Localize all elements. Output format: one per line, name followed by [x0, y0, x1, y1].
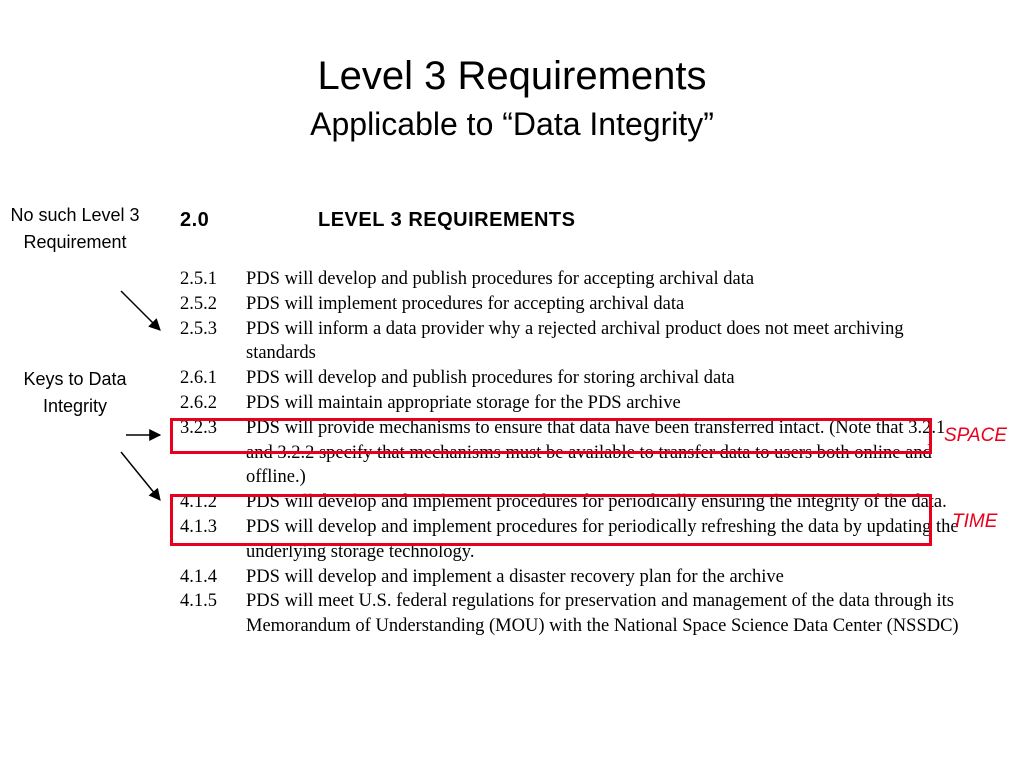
arrow-to-requirement-2-5-3: [121, 291, 160, 330]
requirement-text: PDS will develop and implement procedures for periodically refreshing the data by updating the underlying storage technology.: [246, 516, 959, 562]
requirement-text: PDS will develop and publish procedures for accepting archival data: [246, 269, 755, 289]
label-time: TIME: [952, 511, 998, 532]
requirement-text: PDS will provide mechanisms to ensure that data have been transferred intact. (Note that 3.2.1 and 3.2.2 specify that mechanisms must be available to transfer data to users both online and offline.): [246, 417, 946, 488]
requirement-number: 2.5.1: [180, 269, 217, 289]
requirement-number: 4.1.2: [180, 492, 217, 513]
requirement-text: PDS will develop and implement a disaster recovery plan for the archive: [246, 566, 784, 587]
requirement-number: 3.2.3: [180, 417, 217, 438]
label-space: SPACE: [944, 425, 1008, 446]
requirement-number: 4.1.5: [180, 591, 217, 612]
annotation-keys-to-data-integrity: Keys to Data Integrity: [23, 369, 127, 416]
section-number: 2.0: [180, 209, 210, 231]
requirement-text: PDS will maintain appropriate storage for the PDS archive: [246, 392, 681, 413]
slide-title: Level 3 Requirements: [317, 54, 707, 98]
arrow-to-requirement-4-1-2: [121, 452, 160, 500]
section-title: LEVEL 3 REQUIREMENTS: [318, 209, 576, 231]
requirement-text: PDS will implement procedures for accepting archival data: [246, 293, 685, 314]
requirement-text: PDS will meet U.S. federal regulations for preservation and management of the data through its Memorandum of Understanding (MOU) with the National Space Science Data Center (NSSDC): [246, 591, 959, 637]
requirement-number: 4.1.4: [180, 566, 217, 587]
requirement-text: PDS will develop and implement procedures for periodically ensuring the integrity of the data.: [246, 492, 947, 513]
requirement-number: 4.1.3: [180, 516, 217, 537]
requirement-number: 2.5.3: [180, 318, 217, 339]
requirement-number: 2.6.2: [180, 392, 217, 413]
requirement-text: PDS will develop and publish procedures for storing archival data: [246, 368, 735, 389]
annotation-no-such-requirement: No such Level 3 Requirement: [10, 205, 140, 252]
requirement-text: PDS will inform a data provider why a rejected archival product does not meet archiving standards: [246, 318, 904, 364]
slide-subtitle: Applicable to “Data Integrity”: [310, 106, 714, 142]
requirement-number: 2.5.2: [180, 293, 217, 314]
requirement-number: 2.6.1: [180, 368, 217, 389]
